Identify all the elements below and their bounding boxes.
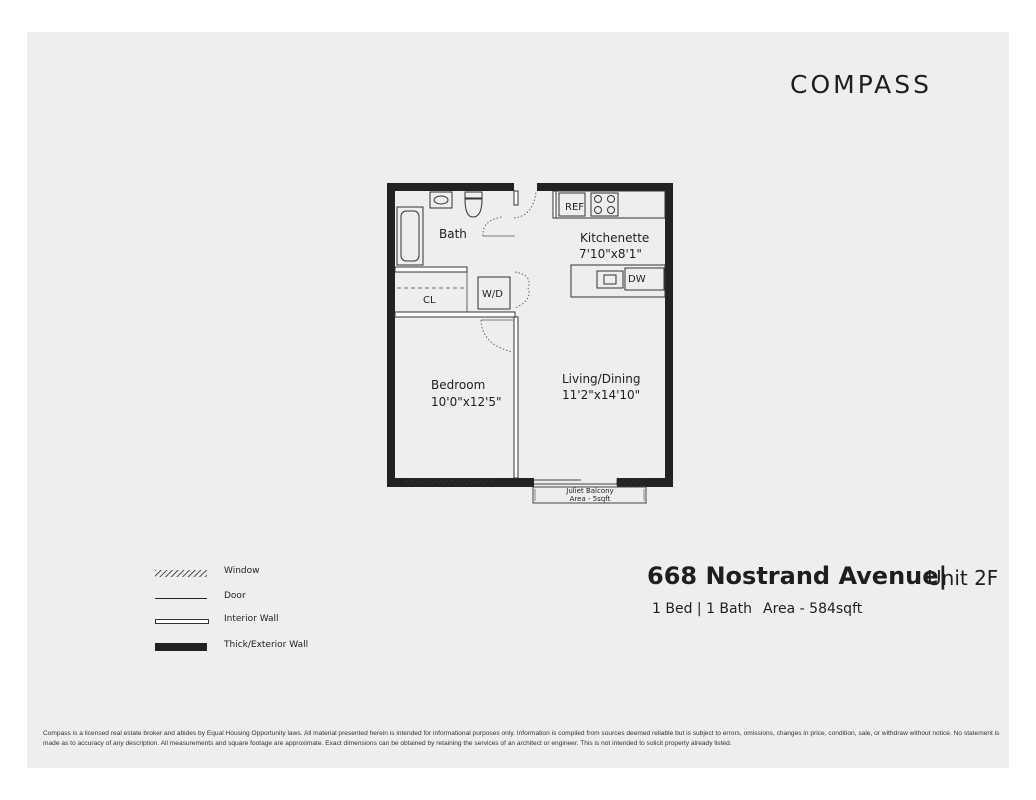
room-label-bedroom: Bedroom bbox=[431, 378, 486, 392]
beds-baths: 1 Bed | 1 Bath bbox=[652, 601, 752, 617]
listing-area: Area - 584sqft bbox=[763, 601, 863, 617]
washer-dryer-label: W/D bbox=[482, 289, 503, 300]
listing-unit: Unit 2F bbox=[927, 566, 999, 590]
room-label-kitchenette: Kitchenette bbox=[580, 231, 650, 245]
balcony-door bbox=[534, 480, 617, 484]
room-label-living: Living/Dining bbox=[562, 372, 641, 386]
window-living bbox=[617, 479, 642, 485]
exterior-wall-swatch bbox=[155, 643, 207, 651]
legal-disclaimer: Compass is a licensed real estate broker and abides by Equal Housing Opportunity laws. All material presented herein is intended for informational purposes only. Information is compiled from sources deemed reliable but is subject to errors, omissions, changes in price, condition, sale, or withdraw without notice. No statement is made as to accuracy of any description. All measurements and square footage are approximate. Exact dimensions can be obtained by retaining the services of an architect or engineer. This is not intended to solicit property already listed. bbox=[43, 730, 1000, 747]
legend-door-label: Door bbox=[224, 591, 246, 601]
legend-interior-wall-label: Interior Wall bbox=[224, 614, 279, 624]
listing-specs bbox=[652, 601, 863, 617]
legend-window-label: Window bbox=[224, 566, 260, 576]
room-dims-kitchenette: 7'10"x8'1" bbox=[579, 247, 642, 261]
listing-address: 668 Nostrand Avenue| bbox=[647, 562, 948, 590]
room-dims-living: 11'2"x14'10" bbox=[562, 388, 641, 402]
room-label-bath: Bath bbox=[439, 227, 467, 241]
dishwasher-label: DW bbox=[628, 274, 646, 285]
room-dims-bedroom: 10'0"x12'5" bbox=[431, 395, 502, 409]
door-swatch bbox=[155, 598, 207, 599]
window-swatch bbox=[155, 570, 207, 577]
kitchen-island bbox=[571, 265, 665, 297]
interior-wall-swatch bbox=[155, 619, 209, 624]
compass-logo: COMPASS bbox=[790, 70, 933, 99]
fridge-label: REF bbox=[565, 202, 585, 213]
floor-plan bbox=[385, 180, 675, 510]
exterior-walls bbox=[387, 183, 673, 487]
balcony-area: Area - 5sqft bbox=[569, 495, 611, 503]
balcony-label: Juliet Balcony bbox=[566, 487, 614, 495]
legend-exterior-wall-label: Thick/Exterior Wall bbox=[224, 640, 309, 650]
closet-label: CL bbox=[423, 295, 436, 306]
window-bedroom bbox=[405, 479, 495, 485]
